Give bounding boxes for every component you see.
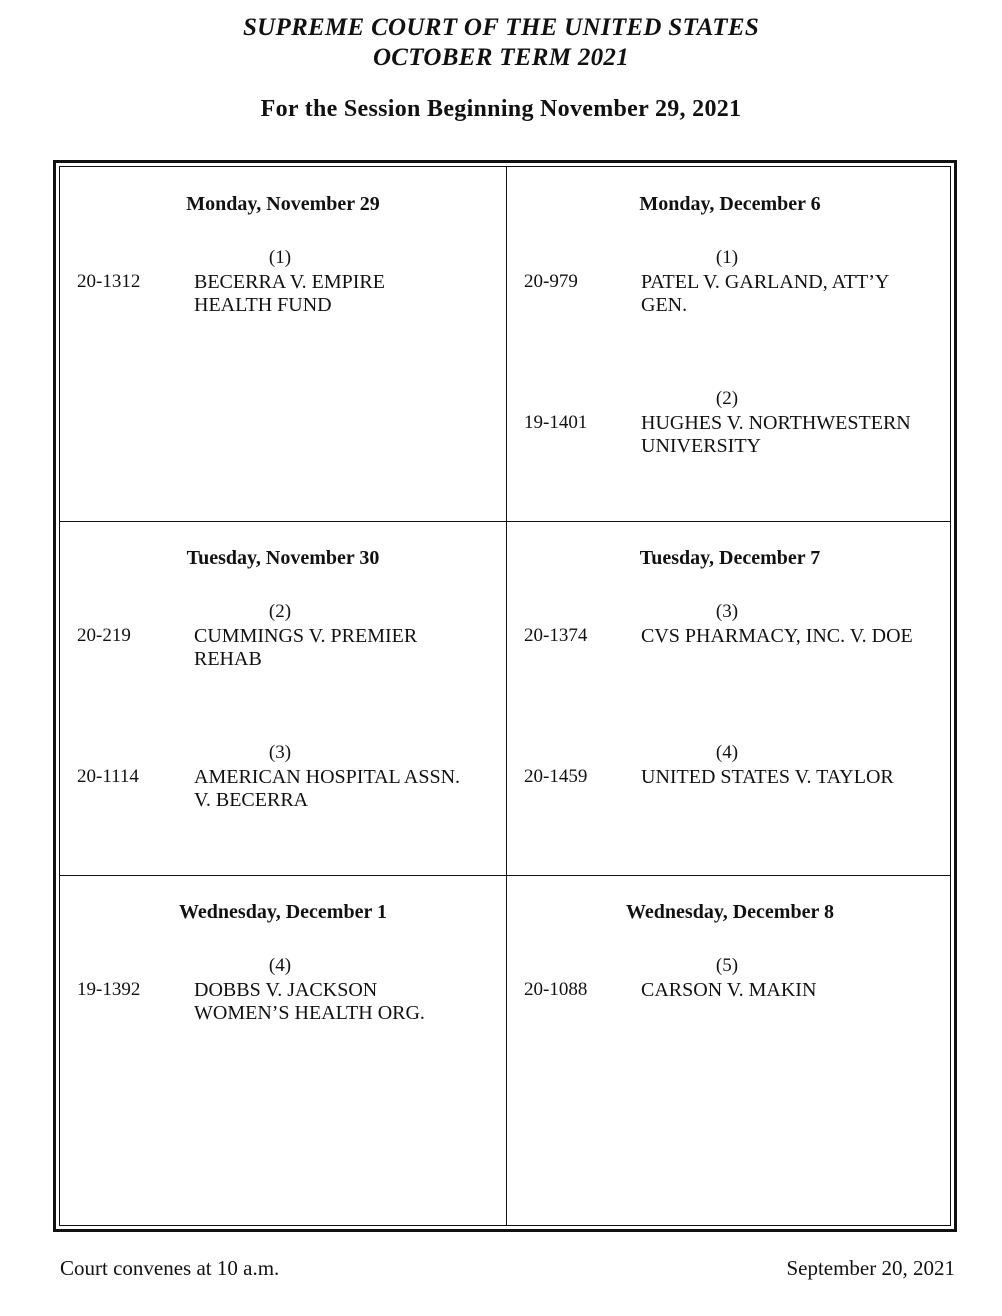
day-title: Tuesday, December 7 [639, 547, 821, 569]
case-name [641, 766, 946, 789]
case-name [641, 412, 946, 458]
docket-number: 20-1114 [77, 766, 139, 787]
case-order: (3) [268, 742, 292, 763]
docket-number: 19-1392 [77, 979, 141, 1000]
case-name-line: HEALTH FUND [194, 294, 332, 316]
case-name-line: HUGHES V. NORTHWESTERN [641, 412, 911, 434]
case-order: (1) [715, 247, 739, 268]
case-name [641, 979, 946, 1002]
case-order: (3) [715, 601, 739, 622]
day-cell-wednesday-december-1 [60, 875, 506, 1229]
case-name-line: AMERICAN HOSPITAL ASSN. [194, 766, 461, 788]
case-order: (4) [268, 955, 292, 976]
day-cell-tuesday-november-30 [60, 521, 506, 875]
case-order: (2) [715, 388, 739, 409]
case-name [641, 271, 946, 317]
term-title: OCTOBER TERM 2021 [372, 44, 630, 71]
case-name-line: UNIVERSITY [641, 435, 761, 457]
court-name: SUPREME COURT OF THE UNITED STATES [242, 14, 760, 41]
case-name-line: GEN. [641, 294, 688, 316]
case-entry [507, 742, 953, 822]
case-order: (4) [715, 742, 739, 763]
calendar-grid [59, 166, 951, 1226]
case-name-line: DOBBS V. JACKSON [194, 979, 378, 1001]
docket-number: 20-219 [77, 625, 131, 646]
case-name-line: REHAB [194, 648, 262, 670]
case-entry [60, 601, 506, 681]
session-title: For the Session Beginning November 29, 2021 [260, 96, 742, 122]
case-entry [60, 742, 506, 822]
docket-number: 20-1312 [77, 271, 141, 292]
day-title: Monday, December 6 [639, 193, 821, 215]
day-cell-tuesday-december-7 [507, 521, 953, 875]
case-entry [60, 955, 506, 1035]
case-entry [507, 388, 953, 468]
day-title: Tuesday, November 30 [186, 547, 380, 569]
case-name-line: WOMEN’S HEALTH ORG. [194, 1002, 425, 1024]
case-name-line: BECERRA V. EMPIRE [194, 271, 385, 293]
case-name [194, 271, 499, 317]
case-name-line: CARSON V. MAKIN [641, 979, 817, 1001]
docket-number: 19-1401 [524, 412, 588, 433]
docket-number: 20-1459 [524, 766, 588, 787]
day-cell-monday-november-29 [60, 167, 506, 521]
case-name-line: CUMMINGS V. PREMIER [194, 625, 418, 647]
case-name [641, 625, 946, 648]
case-name-line: CVS PHARMACY, INC. V. DOE [641, 625, 913, 647]
case-entry [60, 247, 506, 327]
case-name [194, 979, 499, 1025]
case-name [194, 625, 499, 671]
docket-number: 20-1088 [524, 979, 588, 1000]
docket-number: 20-1374 [524, 625, 588, 646]
case-order: (1) [268, 247, 292, 268]
day-cell-wednesday-december-8 [507, 875, 953, 1229]
case-order: (5) [715, 955, 739, 976]
argument-calendar [53, 160, 957, 1232]
convene-note: Court convenes at 10 a.m. [60, 1256, 280, 1280]
case-name-line: PATEL V. GARLAND, ATT’Y [641, 271, 890, 293]
day-title: Wednesday, December 1 [179, 901, 387, 923]
day-title: Monday, November 29 [186, 193, 380, 215]
day-cell-monday-december-6 [507, 167, 953, 521]
case-entry [507, 247, 953, 327]
day-title: Wednesday, December 8 [626, 901, 834, 923]
case-entry [507, 601, 953, 681]
case-name [194, 766, 499, 812]
case-entry [507, 955, 953, 1035]
case-order: (2) [268, 601, 292, 622]
case-name-line: UNITED STATES V. TAYLOR [641, 766, 894, 788]
docket-number: 20-979 [524, 271, 578, 292]
case-name-line: V. BECERRA [194, 789, 309, 811]
issue-date: September 20, 2021 [786, 1256, 955, 1280]
